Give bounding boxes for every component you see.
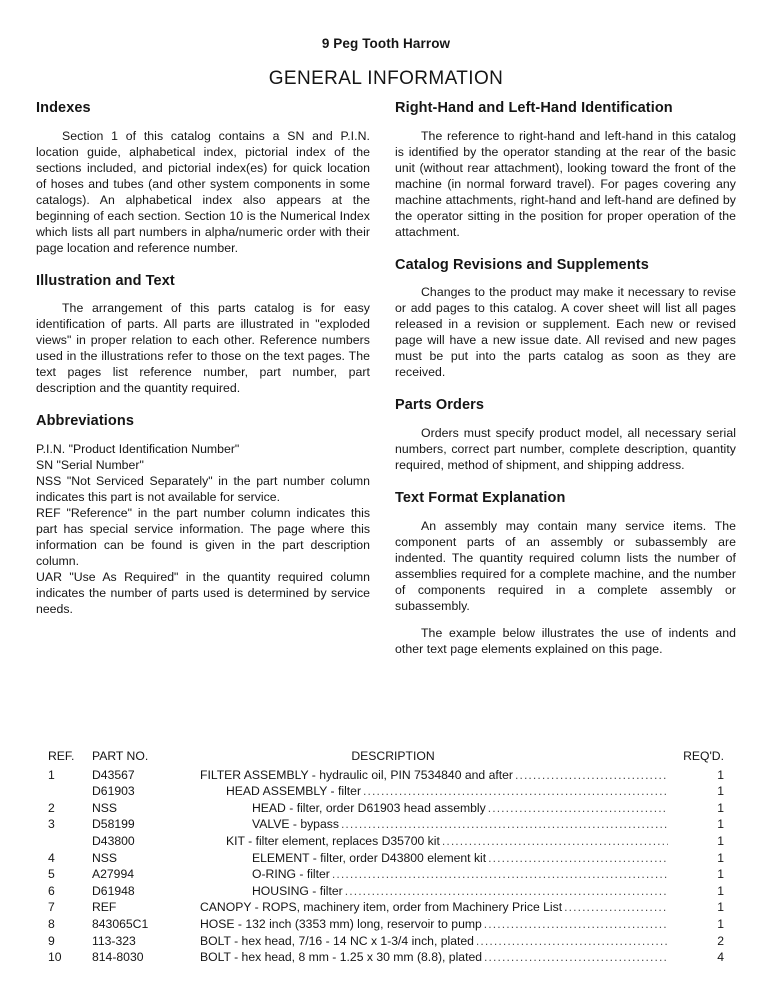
cell-part-no: REF — [92, 900, 117, 915]
column-header-part-no: PART NO. — [92, 749, 149, 763]
table-row — [48, 800, 724, 817]
page-title: 9 Peg Tooth Harrow — [321, 36, 451, 51]
cell-ref: 6 — [48, 883, 55, 898]
cell-part-no: 814-8030 — [92, 950, 144, 965]
parts-table-example — [48, 748, 724, 966]
description-text: HOSE - 132 inch (3353 mm) long, reservoir to pump — [200, 916, 482, 931]
cell-description — [200, 883, 668, 900]
section-heading-illustration-and-text: Illustration and Text — [36, 272, 175, 289]
section-indexes — [36, 100, 370, 256]
cell-part-no: 843065C1 — [92, 916, 149, 931]
two-column-body — [0, 100, 772, 657]
cell-qty: 1 — [717, 867, 724, 882]
cell-part-no: 113-323 — [92, 933, 136, 948]
table-row — [48, 899, 724, 916]
cell-description — [200, 899, 668, 916]
section-heading-catalog-revisions: Catalog Revisions and Supplements — [395, 256, 649, 273]
description-text: VALVE - bypass — [252, 817, 339, 832]
parts-table-body — [48, 767, 724, 966]
cell-ref — [48, 833, 92, 850]
cell-qty: 1 — [717, 817, 724, 832]
column-header-req-d: REQ'D. — [683, 749, 724, 763]
section-paragraph: Orders must specify product model, all necessary serial numbers, correct part number, complete description, quantity required, method of shipment, and shipping address. — [395, 426, 736, 473]
cell-qty: 1 — [717, 900, 724, 915]
section-paragraph: The reference to right-hand and left-hand in this catalog is identified by the operator standing at the rear of the basic unit (without rear attachment), looking toward the front of the machine (in normal forward travel). For pages covering any machine attachments, right-hand and left-hand are defined by the operator sitting in the position for proper operation of the attachment. — [395, 128, 736, 239]
column-header-description: DESCRIPTION — [351, 749, 435, 763]
dot-leader — [476, 933, 668, 947]
abbreviation-item: REF "Reference" in the part number column indicates this part has special service information. The page where this information can be found is given in the part description column. — [36, 506, 370, 569]
abbreviation-item: UAR "Use As Required" in the quantity required column indicates the number of parts used is determined by service needs. — [36, 570, 370, 617]
section-heading-parts-orders: Parts Orders — [395, 397, 485, 414]
section-catalog-revisions-and-supplements — [395, 257, 736, 381]
cell-description — [200, 816, 668, 833]
cell-description — [200, 866, 668, 883]
parts-table — [48, 748, 724, 966]
abbreviation-item: P.I.N. "Product Identification Number" — [36, 442, 240, 457]
cell-part-no: D61903 — [92, 784, 135, 799]
cell-part-no: NSS — [92, 800, 118, 815]
dot-leader — [345, 883, 668, 897]
cell-ref — [48, 783, 92, 800]
abbreviations-list — [36, 441, 370, 617]
cell-description — [200, 916, 668, 933]
section-paragraph: The arrangement of this parts catalog is for easy identification of parts. All parts are illustrated in "exploded views" in proper relation to each other. Reference numbers used in the illustrations refer to those on the text pages. The text pages list reference number, part number, part description and the quantity required. — [36, 301, 370, 396]
section-abbreviations — [36, 413, 370, 617]
cell-part-no: D61948 — [92, 883, 135, 898]
cell-part-no: A27994 — [92, 867, 135, 882]
section-paragraph: The example below illustrates the use of indents and other text page elements explained on this page. — [395, 625, 736, 656]
cell-ref: 3 — [48, 817, 55, 832]
description-text: HOUSING - filter — [252, 883, 343, 898]
cell-description — [200, 850, 668, 867]
abbreviation-item: SN "Serial Number" — [36, 458, 144, 473]
cell-part-no: D43800 — [92, 833, 135, 848]
dot-leader — [363, 783, 668, 797]
cell-part-no: D43567 — [92, 767, 135, 782]
cell-qty: 1 — [717, 833, 724, 848]
dot-leader — [515, 767, 668, 781]
cell-description — [200, 800, 668, 817]
description-text: ELEMENT - filter, order D43800 element kit — [252, 850, 487, 865]
cell-qty: 2 — [717, 933, 724, 948]
section-paragraph: An assembly may contain many service items. The component parts of an assembly or subassembly are indented. The quantity required column lists the number of assemblies required for a complete machine, and the number of components required in a complete assembly or subassembly. — [395, 518, 736, 613]
cell-ref: 9 — [48, 933, 55, 948]
description-text: KIT - filter element, replaces D35700 kit — [226, 833, 440, 848]
cell-description — [200, 949, 668, 966]
cell-qty: 1 — [717, 883, 724, 898]
description-text: BOLT - hex head, 7/16 - 14 NC x 1-3/4 inch, plated — [200, 933, 474, 948]
cell-ref: 8 — [48, 916, 55, 931]
cell-qty: 1 — [717, 800, 724, 815]
table-row — [48, 933, 724, 950]
section-right-hand-left-hand-identification — [395, 100, 736, 240]
dot-leader — [488, 800, 668, 814]
section-heading-abbreviations: Abbreviations — [36, 413, 134, 430]
table-row — [48, 883, 724, 900]
table-row — [48, 833, 724, 850]
table-row — [48, 916, 724, 933]
dot-leader — [484, 949, 668, 963]
table-row — [48, 816, 724, 833]
description-text: CANOPY - ROPS, machinery item, order from Machinery Price List — [200, 900, 563, 915]
table-row — [48, 850, 724, 867]
cell-qty: 4 — [717, 950, 724, 965]
table-row — [48, 866, 724, 883]
description-text: FILTER ASSEMBLY - hydraulic oil, PIN 7534840 and after — [200, 767, 513, 782]
section-paragraph: Section 1 of this catalog contains a SN and P.I.N. location guide, alphabetical index, pictorial index of the sections included, and pictorial index(es) for quick location of hoses and tubes (and other system components in some catalogs). An alphabetical index also appears at the beginning of each section. Section 10 is the Numerical Index which lists all part numbers in alpha/numeric order with their page location and reference number. — [36, 128, 370, 255]
cell-description — [200, 833, 668, 850]
description-text: HEAD - filter, order D61903 head assembly — [252, 800, 486, 815]
cell-description — [200, 933, 668, 950]
section-heading-rh-lh-identification: Right-Hand and Left-Hand Identification — [395, 100, 673, 116]
cell-qty: 1 — [717, 916, 724, 931]
table-header-row — [48, 748, 724, 767]
dot-leader — [341, 816, 668, 830]
dot-leader — [564, 899, 668, 913]
cell-qty: 1 — [717, 850, 724, 865]
description-text: O-RING - filter — [252, 867, 330, 882]
section-text-format-explanation — [395, 490, 736, 657]
table-row — [48, 783, 724, 800]
cell-description — [200, 767, 668, 784]
section-illustration-and-text — [36, 273, 370, 397]
section-paragraph: Changes to the product may make it necessary to revise or add pages to this catalog. A cover sheet will list all pages released in a revision or supplement. Each new or revised page will have a new issue date. All revised and new pages must be put into the parts catalog as soon as they are received. — [395, 285, 736, 380]
cell-qty: 1 — [717, 784, 724, 799]
dot-leader — [488, 850, 668, 864]
left-column — [36, 100, 370, 657]
dot-leader — [442, 833, 668, 847]
cell-part-no: NSS — [92, 850, 118, 865]
cell-qty: 1 — [717, 767, 724, 782]
cell-ref: 7 — [48, 900, 55, 915]
section-heading-text-format-explanation: Text Format Explanation — [395, 490, 566, 507]
cell-ref: 2 — [48, 800, 55, 815]
dot-leader — [332, 866, 668, 880]
cell-part-no: D58199 — [92, 817, 135, 832]
description-text: BOLT - hex head, 8 mm - 1.25 x 30 mm (8.8), plated — [200, 950, 483, 965]
cell-ref: 1 — [48, 767, 55, 782]
abbreviation-item: NSS "Not Serviced Separately" in the part number column indicates this part is not available for service. — [36, 474, 370, 505]
cell-ref: 5 — [48, 867, 55, 882]
description-text: HEAD ASSEMBLY - filter — [226, 784, 362, 799]
right-column — [395, 100, 736, 657]
cell-ref: 10 — [48, 950, 62, 965]
table-row — [48, 767, 724, 784]
section-heading-indexes: Indexes — [36, 100, 91, 116]
section-parts-orders — [395, 397, 736, 473]
column-header-ref: REF. — [48, 749, 75, 763]
table-row — [48, 949, 724, 966]
cell-ref: 4 — [48, 850, 55, 865]
cell-description — [200, 783, 668, 800]
page-subtitle: GENERAL INFORMATION — [268, 68, 504, 89]
dot-leader — [484, 916, 668, 930]
